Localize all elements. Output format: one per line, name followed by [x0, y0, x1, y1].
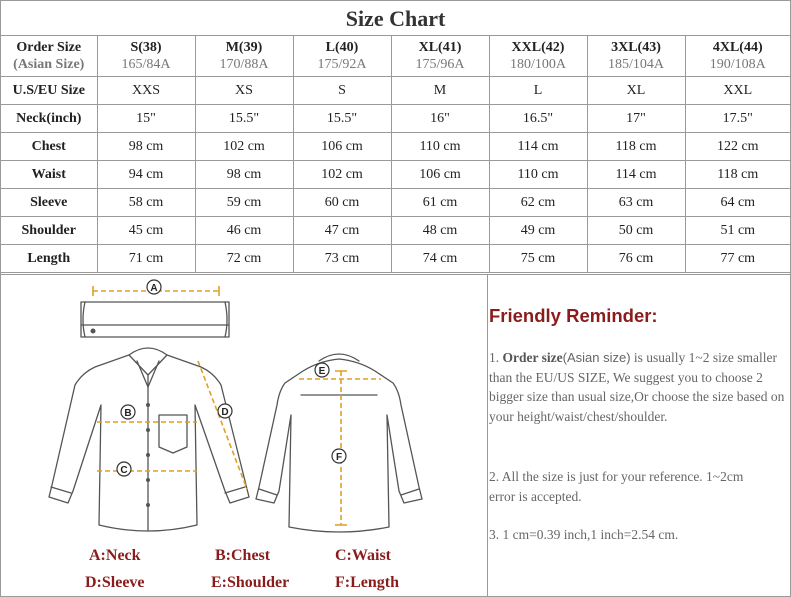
- table-cell: XXL: [685, 77, 790, 105]
- table-cell: 63 cm: [587, 189, 685, 217]
- table-cell: 114 cm: [587, 161, 685, 189]
- size-label: XL(41): [418, 40, 462, 55]
- shirt-diagram: [1, 275, 488, 597]
- size-label: XXL(42): [511, 40, 565, 55]
- sleeve-measure-line: [198, 361, 247, 489]
- table-cell: 16": [391, 105, 489, 133]
- asian-size-value: 175/92A: [317, 57, 367, 72]
- table-cell: 106 cm: [293, 133, 391, 161]
- table-cell: 122 cm: [685, 133, 790, 161]
- back-shirt-outline: [256, 359, 422, 532]
- reminder-point-1-rest: is usually 1~2 size smaller than the EU/US SIZE, We suggest you to choose 2 bigger size than usual size,Or choose the size based on your height/waist/chest/shoulder.: [489, 350, 785, 424]
- page-title: Size Chart: [1, 1, 790, 36]
- marker-f-label: F: [335, 452, 343, 463]
- reminder-point-1-number: 1.: [489, 350, 503, 365]
- reminder-title: Friendly Reminder:: [489, 305, 658, 326]
- table-cell: 114 cm: [489, 133, 587, 161]
- marker-c-label: C: [120, 465, 128, 476]
- legend-shoulder: E:Shoulder: [211, 574, 290, 591]
- table-cell: 71 cm: [97, 245, 195, 273]
- size-header-cell: [391, 36, 489, 77]
- table-cell: 102 cm: [195, 133, 293, 161]
- table-cell: 49 cm: [489, 217, 587, 245]
- size-label: 3XL(43): [611, 40, 661, 55]
- size-label: M(39): [225, 40, 263, 55]
- marker-b-label: B: [124, 408, 132, 419]
- table-row: [1, 189, 790, 217]
- table-cell: 17": [587, 105, 685, 133]
- table-cell: 118 cm: [587, 133, 685, 161]
- row-label: U.S/EU Size: [1, 77, 97, 105]
- table-row: [1, 217, 790, 245]
- legend-neck: A:Neck: [89, 547, 141, 564]
- table-cell: 110 cm: [489, 161, 587, 189]
- size-header-cell: [195, 36, 293, 77]
- asian-size-value: 175/96A: [415, 57, 465, 72]
- table-cell: 46 cm: [195, 217, 293, 245]
- table-cell: 59 cm: [195, 189, 293, 217]
- table-cell: M: [391, 77, 489, 105]
- row-label: Neck(inch): [1, 105, 97, 133]
- marker-a-label: A: [150, 283, 158, 294]
- size-table: [1, 36, 790, 273]
- legend-sleeve: D:Sleeve: [85, 574, 145, 591]
- table-cell: 110 cm: [391, 133, 489, 161]
- pocket-outline: [159, 415, 187, 453]
- table-cell: 94 cm: [97, 161, 195, 189]
- table-cell: 47 cm: [293, 217, 391, 245]
- marker-e-label: E: [318, 366, 326, 377]
- reminder-point-3: 3. 1 cm=0.39 inch,1 inch=2.54 cm.: [489, 527, 679, 542]
- legend-chest: B:Chest: [215, 547, 271, 564]
- asian-size-value: 185/104A: [608, 57, 664, 72]
- table-cell: 76 cm: [587, 245, 685, 273]
- row-label: Waist: [1, 161, 97, 189]
- size-label: S(38): [130, 40, 162, 55]
- size-header-cell: [293, 36, 391, 77]
- reminder-point-1-paren: (Asian size): [562, 350, 631, 365]
- header-label-cell: [1, 36, 97, 77]
- reminder-point-1: [489, 348, 791, 426]
- size-table-body: [1, 36, 790, 273]
- asian-size-label: (Asian Size): [13, 57, 85, 72]
- size-header-cell: [97, 36, 195, 77]
- size-header-cell: [489, 36, 587, 77]
- table-cell: S: [293, 77, 391, 105]
- row-label: Chest: [1, 133, 97, 161]
- row-label: Length: [1, 245, 97, 273]
- table-cell: XL: [587, 77, 685, 105]
- table-row: [1, 245, 790, 273]
- table-cell: 48 cm: [391, 217, 489, 245]
- table-cell: 15.5": [293, 105, 391, 133]
- bottom-section: [1, 274, 790, 597]
- table-cell: L: [489, 77, 587, 105]
- table-cell: 98 cm: [97, 133, 195, 161]
- reminder-point-1-bold: Order size: [502, 350, 563, 365]
- table-row: [1, 133, 790, 161]
- table-cell: 61 cm: [391, 189, 489, 217]
- table-cell: 118 cm: [685, 161, 790, 189]
- size-label: 4XL(44): [712, 40, 763, 55]
- table-cell: 73 cm: [293, 245, 391, 273]
- table-cell: 15": [97, 105, 195, 133]
- row-label: Sleeve: [1, 189, 97, 217]
- size-header-cell: [587, 36, 685, 77]
- table-row: [1, 105, 790, 133]
- table-row: [1, 161, 790, 189]
- table-cell: 64 cm: [685, 189, 790, 217]
- table-cell: 50 cm: [587, 217, 685, 245]
- table-cell: 17.5": [685, 105, 790, 133]
- asian-size-value: 190/108A: [709, 57, 766, 72]
- table-cell: 106 cm: [391, 161, 489, 189]
- table-cell: 98 cm: [195, 161, 293, 189]
- table-cell: 74 cm: [391, 245, 489, 273]
- marker-d-label: D: [221, 407, 229, 418]
- table-cell: 72 cm: [195, 245, 293, 273]
- table-cell: 16.5": [489, 105, 587, 133]
- table-cell: 77 cm: [685, 245, 790, 273]
- asian-size-value: 170/88A: [219, 57, 269, 72]
- table-cell: 102 cm: [293, 161, 391, 189]
- table-cell: XS: [195, 77, 293, 105]
- size-header-cell: [685, 36, 790, 77]
- legend-waist: C:Waist: [335, 547, 391, 564]
- asian-size-value: 180/100A: [510, 57, 566, 72]
- size-label: L(40): [325, 40, 359, 55]
- order-size-label: Order Size: [16, 40, 82, 55]
- legend-length: F:Length: [335, 574, 399, 591]
- table-cell: 75 cm: [489, 245, 587, 273]
- collar-outline: [81, 302, 229, 337]
- table-cell: 15.5": [195, 105, 293, 133]
- table-cell: 45 cm: [97, 217, 195, 245]
- table-cell: 51 cm: [685, 217, 790, 245]
- friendly-reminder: [488, 275, 790, 597]
- table-header-row: [1, 36, 790, 77]
- table-cell: 62 cm: [489, 189, 587, 217]
- reminder-point-2: 2. All the size is just for your reference. 1~2cm error is accepted.: [489, 469, 744, 504]
- table-row: [1, 77, 790, 105]
- row-label: Shoulder: [1, 217, 97, 245]
- table-cell: XXS: [97, 77, 195, 105]
- asian-size-value: 165/84A: [121, 57, 171, 72]
- table-cell: 58 cm: [97, 189, 195, 217]
- table-cell: 60 cm: [293, 189, 391, 217]
